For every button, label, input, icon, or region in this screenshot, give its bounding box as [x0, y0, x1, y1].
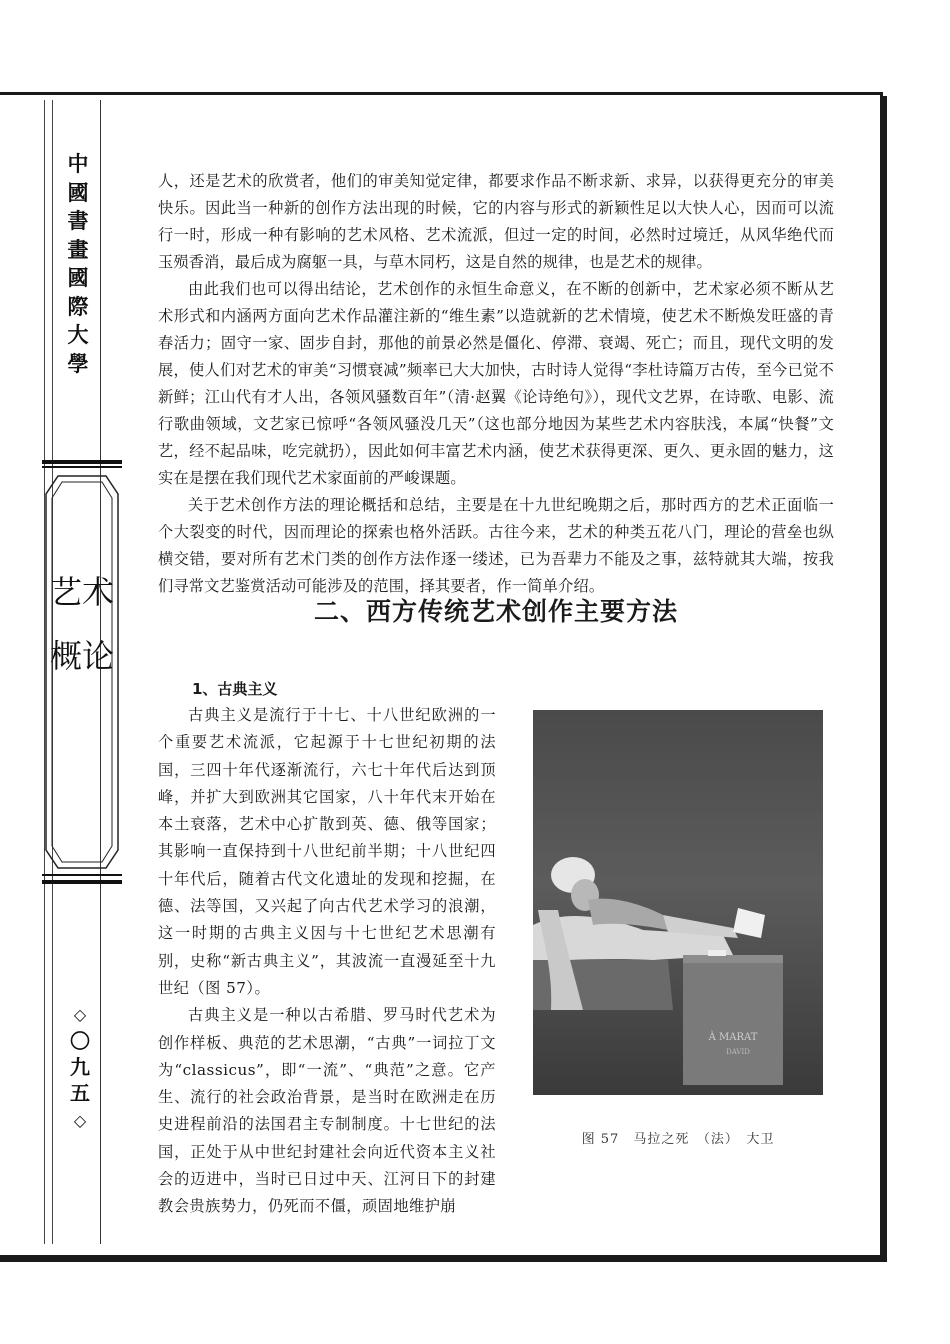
sidebar [0, 100, 114, 1244]
sidebar-bar [42, 460, 122, 464]
section-title: 二、西方传统艺术创作主要方法 [313, 597, 678, 626]
paragraph: 古典主义是一种以古希腊、罗马时代艺术为创作样板、典范的艺术思潮，“古典”一词拉丁文为“classicus”，即“一流”、“典范”之意。它产生、流行的社会政治背景，是当时在欧洲走在历史进程前沿的法国君主专制制度。十七世纪的法国，正处于从中世纪封建社会向近代资本主义社会的迈进中，当时已日过中天、江河日下的封建教会贵族势力，仍死而不僵，顽固地维护崩 [158, 1006, 496, 1216]
sidebar-bar [42, 880, 122, 884]
painting-inscription: À MARAT [708, 1032, 758, 1043]
university-title: 中國書畫國際大學 [67, 152, 89, 376]
page-number [62, 1000, 98, 1134]
diamond-ornament: ◇ [73, 1005, 87, 1024]
paragraph: 关于艺术创作方法的理论概括和总结，主要是在十九世纪晚期之后，那时西方的艺术正面临一个大裂变的时代，因而理论的探索也格外活跃。古往今来，艺术的种类五花八门，理论的营垒也纵横交错，要对所有艺术门类的创作方法作逐一缕述，已为吾辈力不能及之事，兹特就其大端，按我们寻常文艺鉴赏活动可能涉及的范围，择其要者，作一简单介绍。 [158, 496, 834, 595]
diamond-ornament: ◇ [73, 1111, 87, 1130]
book-title-cartouche [44, 472, 120, 872]
paragraph: 人，还是艺术的欣赏者，他们的审美知觉定律，都要求作品不断求新、求异，以获得更充分的审美快乐。因此当一种新的创作方法出现的时候，它的内容与形式的新颖性足以大快人心，因而可以流行一时，形成一种有影响的艺术风格、艺术流派，但过一定的时间，必然时过境迁，从风华绝代而玉殒香消，最后成为腐躯一具，与草木同朽，这是自然的规律，也是艺术的规律。 [158, 172, 834, 271]
painting-signature: DAVID [726, 1048, 750, 1056]
paragraph: 由此我们也可以得出结论，艺术创作的永恒生命意义，在不断的创新中，艺术家必须不断从艺术形式和内涵两方面向艺术作品灌注新的“维生素”以造就新的艺术情境，使艺术不断焕发旺盛的青春活力；固守一家、固步自封，那他的前景必然是僵化、停滞、衰竭、死亡；而且，现代文明的发展，使人们对艺术的审美“习惯衰减”频率已大大加快，古时诗人觉得“李杜诗篇万古传，至今已觉不新鲜；江山代有才人出，各领风骚数百年”（清·赵翼《论诗绝句》），现代文艺界，在诗歌、电影、流行歌曲领域，文艺家已惊呼“各领风骚没几天”（这也部分地因为某些艺术内容肤浅，本属“快餐”文艺，经不起品味，吃完就扔），因此如何丰富艺术内涵，使艺术获得更深、更久、更永固的魅力，这实在是摆在我们现代艺术家面前的严峻课题。 [158, 280, 834, 487]
page-number-digits: 〇九五 [70, 1029, 90, 1105]
sidebar-bar [42, 466, 122, 468]
painting-image [533, 710, 823, 1095]
book-title: 艺术概论 [49, 573, 114, 675]
sidebar-bar [42, 874, 122, 876]
left-column-text [158, 702, 496, 1221]
figure-caption: 图 57 马拉之死 （法） 大卫 [581, 1132, 775, 1147]
figure-death-of-marat [533, 710, 823, 1095]
paragraph: 古典主义是流行于十七、十八世纪欧洲的一个重要艺术流派，它起源于十七世纪初期的法国，三四十年代逐渐流行，六七十年代后达到顶峰，并扩大到欧洲其它国家，八十年代末开始在本土衰落，艺术中心扩散到英、德、俄等国家；其影响一直保持到十八世纪前半期；十八世纪四十年代后，随着古代文化遗址的发现和挖掘，在德、法等国，又兴起了向古代艺术学习的浪潮，这一时期的古典主义因与十七世纪艺术思潮有别，史称“新古典主义”，其波流一直漫延至十九世纪（图 57）。 [158, 706, 496, 997]
sub-heading: 1、古典主义 [192, 680, 278, 698]
main-text [158, 168, 834, 600]
